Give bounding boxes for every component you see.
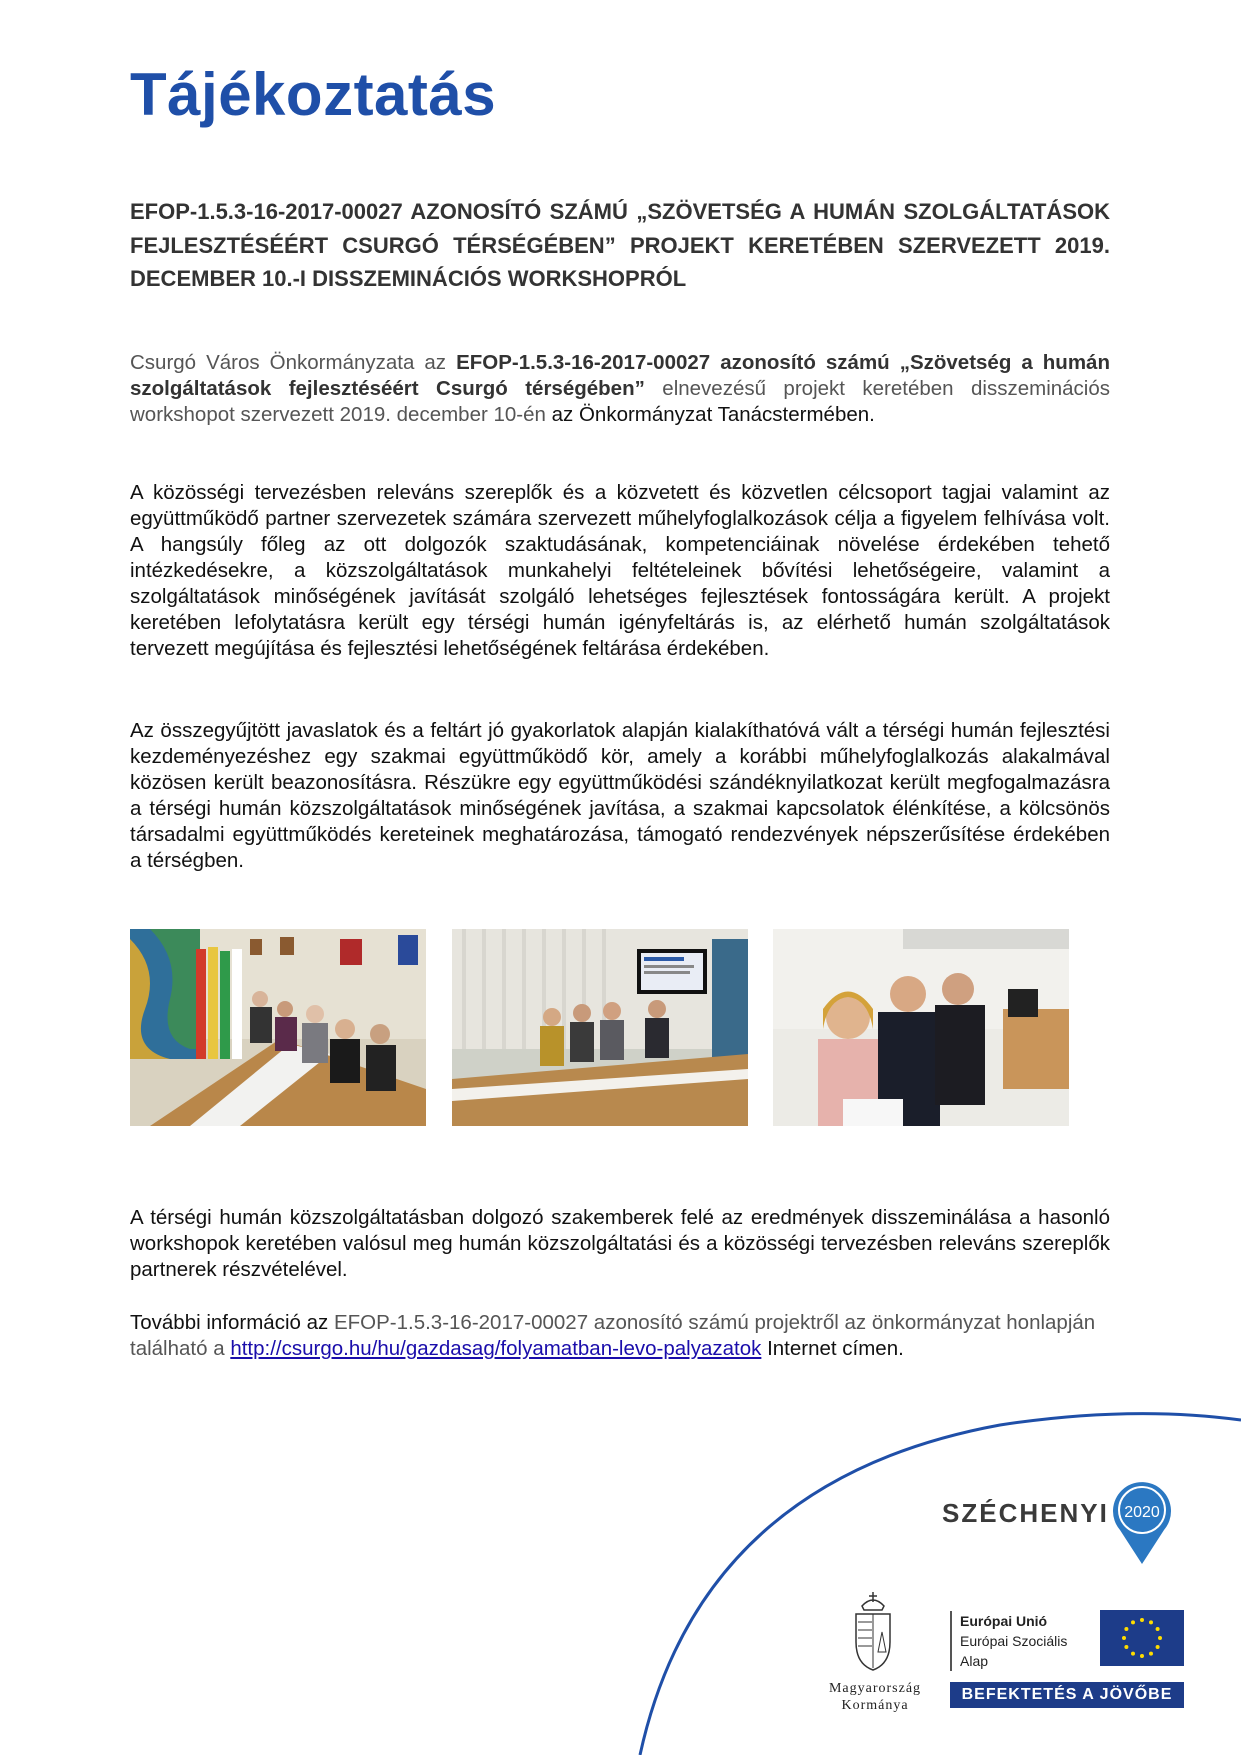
body-paragraph-1: A közösségi tervezésben releváns szereplők és a közvetett és közvetlen célcsoport tagjai valamint az együttműködő partner szervezetek számára szervezett műhelyfoglalkozások célja a figyelem felhívása volt. A hangsúly főleg az ott dolgozók szaktudásának, kompetenciáinak növelése érdekében tehető intézkedésekre, a közszolgáltatások munkahelyi feltételeinek bővítési lehetőségeire, valamint a szolgáltatások minőségének javítását szolgáló lehetséges fejlesztések fontosságára került. A projekt keretében lefolytatásra került egy térségi humán igényfeltárás is, az elérhető humán szolgáltatások tervezett megújítása és fejlesztési lehetőségének feltárása érdekében.: [130, 481, 1110, 660]
eu-line-3: Alap: [960, 1653, 989, 1669]
eu-line-1: Európai Unió: [960, 1613, 1048, 1629]
workshop-photo-3: [773, 929, 1069, 1126]
government-line-2: Kormánya: [841, 1698, 909, 1713]
document-headline: EFOP-1.5.3-16-2017-00027 AZONOSÍTÓ SZÁMÚ „SZÖVETSÉG A HUMÁN SZOLGÁLTATÁSOK FEJLESZTÉSÉÉRT CSURGÓ TÉRSÉGÉBEN” PROJEKT KERETÉBEN SZERVEZETT 2019. DECEMBER 10.-I DISSZEMINÁCIÓS WORKSHOPRÓL: [130, 199, 1110, 291]
more-info-part-b: EFOP-1.5.3-16-2017-00027 azonosító számú projektről az önkormányzat honlapján található a: [130, 1311, 1096, 1360]
page-title: Tájékoztatás: [130, 61, 497, 128]
szechenyi-year: 2020: [1124, 1504, 1160, 1521]
eu-flag-icon: [1100, 1610, 1184, 1666]
more-info-part-a: További információ az: [130, 1311, 334, 1334]
intro-part-a: Csurgó Város Önkormányzata az: [130, 351, 457, 374]
intro-location: az Önkormányzat Tanácstermében.: [551, 403, 875, 426]
workshop-photo-1: [130, 929, 426, 1126]
government-logo-text: [815, 1680, 935, 1714]
more-info-part-c: Internet címen.: [761, 1337, 904, 1360]
eu-line-2: Európai Szociális: [960, 1633, 1068, 1649]
szechenyi-pin-icon: [1111, 1478, 1173, 1566]
more-info-paragraph: [130, 1310, 1110, 1362]
project-website-link[interactable]: http://csurgo.hu/hu/gazdasag/folyamatban-levo-palyazatok: [230, 1337, 762, 1360]
intro-project-name: EFOP-1.5.3-16-2017-00027 azonosító számú „Szövetség a humán szolgáltatások fejlesztéséért Csurgó térségében”: [130, 351, 1110, 400]
body-paragraph-3: A térségi humán közszolgáltatásban dolgozó szakemberek felé az eredmények disszeminálása a hasonló workshopok keretében valósul meg humán közszolgáltatási és a közösségi tervezésben releváns szereplők partnerek részvételével.: [130, 1206, 1110, 1281]
government-line-1: Magyarország: [828, 1681, 922, 1696]
investment-banner: BEFEKTETÉS A JÖVŐBE: [950, 1682, 1184, 1708]
eu-fund-text: [950, 1611, 1067, 1671]
body-paragraph-2: Az összegyűjtött javaslatok és a feltárt jó gyakorlatok alapján kialakíthatóvá vált a térségi humán fejlesztési kezdeményezéshez egy szakmai együttműködő kör, amely a korábbi műhelyfoglalkozás alakalmával közösen került beazonosításra. Részükre egy együttműködési szándéknyilatkozat került megfogalmazásra a térségi humán közszolgáltatások minőségének javítása, a szakmai kapcsolatok élénkítése, a kölcsönös társadalmi együttműködés kereteinek meghatározása, támogató rendezvények népszerűsítése érdekében a térségben.: [130, 719, 1110, 872]
workshop-photo-2: [452, 929, 748, 1126]
intro-part-c: elnevezésű projekt keretében disszeminációs workshopot szervezett 2019. december 10-én: [130, 377, 1111, 426]
intro-paragraph: [130, 350, 1110, 428]
hungarian-crest-icon: [848, 1592, 898, 1672]
szechenyi-logo-text: SZÉCHENYI: [942, 1498, 1109, 1528]
